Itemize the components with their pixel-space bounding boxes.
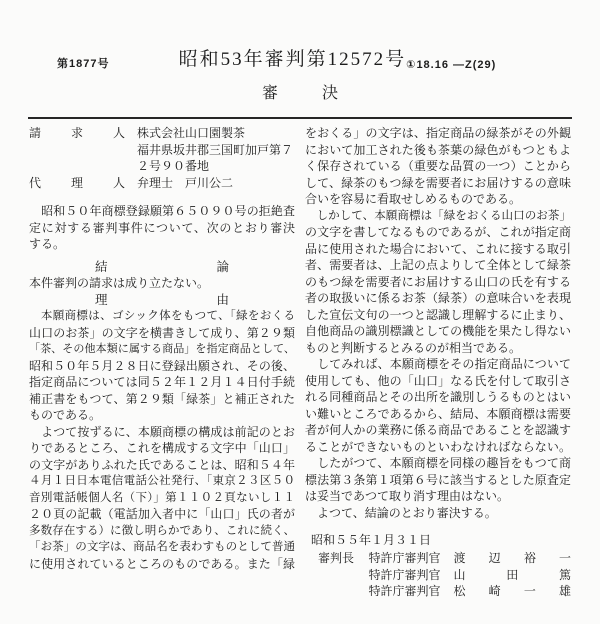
text-line: 山口のお茶」の文字を横書きして成り、第２９類	[29, 325, 295, 340]
intro-paragraph	[29, 203, 295, 253]
text-line: ることができないものといわなければならない。	[305, 439, 571, 454]
text-line: ものと判断するとみるのが相当である。	[305, 340, 522, 355]
text-line: 指定商品については同５２年１２月１４日付手続	[29, 375, 295, 389]
text-line: 昭和５０年５月２８日に登録出願され、その後、	[29, 358, 295, 373]
text-line: 「お茶」の文字は、商品名を表わすものとして普通	[29, 540, 295, 553]
text-line: ２０頁の記載（電話加入者中に「山口」氏の者が	[29, 507, 295, 521]
judge-row	[305, 550, 571, 567]
text-line: 補正書をもつて、第２９類「緑茶」と補正された	[29, 391, 295, 406]
decision-date: 昭和５５年１月３１日	[311, 533, 432, 547]
document-title: 審決	[262, 85, 338, 102]
document-header	[0, 44, 600, 71]
judge-title: 特許庁審判官	[368, 551, 441, 565]
agent-name: 弁理士 戸川公二	[137, 175, 234, 190]
text-line: してみれば、本願商標をその指定商品について	[305, 357, 571, 371]
text-line: 多数存在する）に徴し明らかであり、これに続く、	[29, 523, 295, 537]
text-line: 本願商標は、ゴシック体をもつて、「緑をおくる	[29, 309, 295, 322]
claimant-label: 請求人	[29, 126, 125, 140]
reference-code: ①18.16 —Z(29)	[406, 59, 497, 71]
judge-role	[318, 567, 358, 584]
reason-heading: 理由	[95, 292, 229, 307]
text-line: したがつて、本願商標を同様の趣旨をもつて商	[305, 456, 571, 470]
judge-name: 松崎一雄	[453, 584, 571, 598]
judge-role	[318, 583, 358, 600]
text-line: した宣伝文句の一つと認識し理解するに止まり、	[305, 307, 571, 322]
claimant-value	[137, 125, 295, 175]
reason-text-left	[29, 308, 295, 572]
text-line: く保存されている（重要な品質の一つ）ことから	[305, 159, 571, 173]
text-line: よつて、結論のとおり審決する。	[305, 505, 497, 520]
text-line: 品に使用された場合において、これに接する取引	[305, 241, 571, 256]
judge-name: 山田篤	[453, 567, 571, 582]
judge-name: 渡辺裕一	[453, 551, 571, 565]
text-line: しかして、本願商標は「緑をおくる山口のお茶」	[305, 208, 571, 222]
agent-label: 代理人	[29, 175, 125, 190]
judge-title: 特許庁審判官	[368, 584, 441, 598]
judge-row	[305, 583, 571, 600]
text-line: のもつ緑を需要者にお届けする山口の氏を有する	[305, 274, 571, 289]
text-line: い難いところであるから、結局、本願商標は需要	[305, 406, 571, 421]
claimant-row	[29, 125, 295, 175]
text-line: において加工された後も茶葉の緑色がもつともよ	[305, 142, 571, 157]
agent-row	[29, 175, 295, 192]
text-line: 者が何人かの業務に係る商品であることを認識す	[305, 423, 571, 437]
left-column	[29, 125, 295, 600]
text-line: をおくる」の文字は、指定商品の緑茶がその外観	[305, 126, 571, 140]
text-line: 者、需要者は、上記の点よりして全体として緑茶	[305, 258, 571, 272]
text-line: 自他商品の識別標識としての機能を果たし得ない	[305, 324, 571, 338]
conclusion-text	[29, 275, 295, 292]
document-body	[0, 119, 600, 600]
text-line: よつて按ずるに、本願商標の構成は前記のとお	[29, 424, 295, 439]
text-line: に使用されているところのものである。また「緑	[29, 556, 295, 571]
text-line: れる同種商品とその出所を識別しうるものとはい	[305, 390, 571, 404]
judge-role: 審判長	[318, 551, 355, 565]
text-line: 使用しても、他の「山口」なる氏を付して取引さ	[305, 373, 571, 388]
text-line: ４月１日日本電信電話公社発行、「東京２３区５０	[29, 474, 295, 487]
right-column	[305, 125, 571, 600]
claimant-address	[137, 142, 295, 175]
judge-row	[305, 567, 571, 584]
text-line: は妥当であつて取り消す理由はない。	[305, 489, 510, 503]
text-line: して、緑茶のもつ緑を需要者にお届けするの意味	[305, 175, 571, 190]
text-line: する。	[29, 237, 66, 251]
judges-block	[305, 550, 571, 600]
judge-title: 特許庁審判官	[368, 567, 441, 582]
text-line: 定に対する審判事件について、次のとおり審決	[29, 220, 295, 235]
text-line: 者の取扱いに係るお茶（緑茶）の意味合いを表現	[305, 291, 571, 305]
text-line: 合いを容易に看取せしめるものである。	[305, 192, 522, 206]
text-line: 本件審判の請求は成り立たない。	[29, 276, 210, 290]
claimant-name: 株式会社山口園製茶	[137, 126, 246, 140]
case-number: 昭和53年審判第12572号	[178, 49, 407, 70]
serial-number: 第1877号	[57, 58, 110, 70]
text-line: の文字を書してなるものであるが、これが指定商	[305, 225, 571, 239]
text-line: りであるところ、これを構成する文字中「山口」	[29, 441, 295, 455]
text-line: ２号９０番地	[137, 159, 210, 173]
text-line: 「茶、その他本類に属する商品」を指定商品として、	[29, 343, 295, 355]
text-line: の文字がありふれた氏であることは、昭和５４年	[29, 457, 295, 472]
text-line: 昭和５０年商標登録願第６５０９０号の拒絶査	[29, 204, 295, 218]
conclusion-heading: 結論	[95, 259, 229, 274]
reason-text-right	[305, 125, 571, 521]
text-line: 福井県坂井郡三国町加戸第７	[137, 142, 294, 157]
text-line: 標法第３条第１項第６号に該当するとした原査定	[305, 472, 571, 487]
text-line: ものである。	[29, 408, 102, 422]
agent-value	[137, 175, 295, 192]
parties-block	[29, 125, 295, 191]
text-line: 音別電話帳個人名（下）」第１１０２頁ないし１１	[29, 490, 295, 504]
